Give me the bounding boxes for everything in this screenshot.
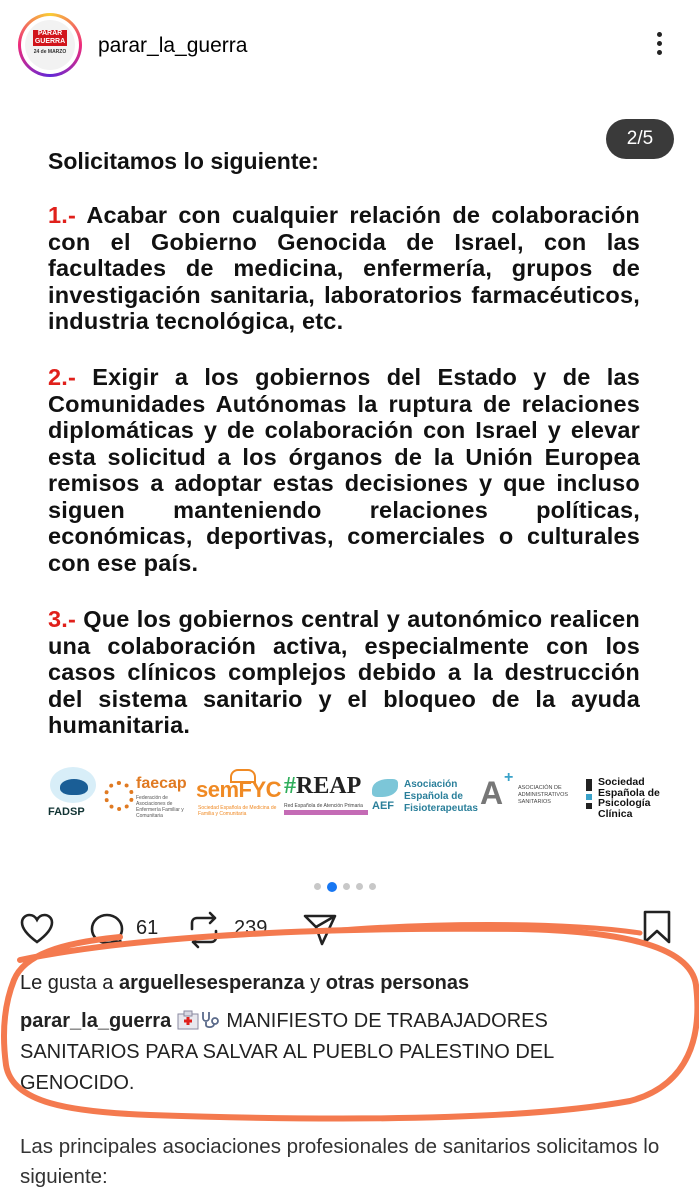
aef-label: AEF xyxy=(372,800,394,812)
faecap-label: faecap xyxy=(136,775,187,792)
carousel-dot-active xyxy=(327,882,337,892)
psicologia-label: Sociedad Española de Psicología Clínica xyxy=(598,776,660,820)
comment-icon[interactable] xyxy=(90,913,124,952)
post-heading: Solicitamos lo siguiente: xyxy=(48,148,319,174)
letter-a-icon: A xyxy=(480,775,504,811)
faecap-emblem xyxy=(104,781,134,811)
fadsp-emblem xyxy=(50,767,96,803)
reap-label: #REAP xyxy=(284,773,362,799)
reap-bar xyxy=(284,810,368,815)
post-caption xyxy=(20,1006,670,1099)
semfyc-label: semFYC xyxy=(196,777,282,802)
carousel-dot xyxy=(314,883,321,890)
username-link[interactable]: parar_la_guerra xyxy=(98,34,248,57)
request-item-3 xyxy=(48,606,640,739)
carousel-dot xyxy=(343,883,350,890)
reap-logo xyxy=(284,765,372,825)
carousel-dot xyxy=(356,883,363,890)
fadsp-logo xyxy=(48,765,100,825)
item-text: Que los gobiernos central y autonómico realicen una colaboración activa, especialmente con los casos clínicos complejos debido a la destrucción del sistema sanitario y el bloqueo de la ayuda humanitaria. xyxy=(48,606,640,738)
faecap-logo xyxy=(104,765,200,825)
association-logos xyxy=(48,765,658,825)
send-icon[interactable] xyxy=(302,913,338,952)
item-number: 3.- xyxy=(48,606,77,632)
request-item-1 xyxy=(48,202,640,335)
stethoscope-icon xyxy=(199,1009,221,1029)
bookmark-icon[interactable] xyxy=(642,909,672,950)
avatar-line-2: GUERRA xyxy=(34,38,66,45)
administrativos-label: ASOCIACIÓN DE ADMINISTRATIVOS SANITARIOS xyxy=(518,785,569,805)
repost-count: 239 xyxy=(234,917,268,939)
comment-count: 61 xyxy=(136,917,159,939)
avatar-line-1: PARAR xyxy=(37,30,63,37)
administrativos-logo xyxy=(480,765,584,825)
faecap-subtitle: Federación de Asociaciones de Enfermería Familiar y Comunitaria xyxy=(136,795,184,819)
item-text: Acabar con cualquier relación de colaboración con el Gobierno Genocida de Israel, con las facultades de medicina, enfermería, grupos de investigación sanitaria, laboratorios farmacéuticos, industria tecnológica, etc. xyxy=(48,202,640,334)
fadsp-label: FADSP xyxy=(48,806,85,818)
likes-summary: Le gusta a arguellesesperanza y otras personas xyxy=(20,972,470,994)
psicologia-logo xyxy=(586,765,660,825)
others-link[interactable]: otras personas xyxy=(325,972,470,994)
hospital-icon xyxy=(177,1009,199,1029)
item-number: 1.- xyxy=(48,202,77,228)
semfyc-logo xyxy=(196,765,288,825)
post-description: Las principales asociaciones profesionales de sanitarios solicitamos lo siguiente: xyxy=(20,1135,660,1188)
avatar-frame xyxy=(21,16,79,74)
heart-icon[interactable] xyxy=(20,913,54,950)
psicologia-emblem xyxy=(586,779,592,809)
item-number: 2.- xyxy=(48,364,77,390)
carousel-dot xyxy=(369,883,376,890)
dove-icon xyxy=(372,779,398,797)
carousel-counter: 2/5 xyxy=(606,119,674,159)
more-vertical-icon[interactable] xyxy=(652,32,666,60)
avatar-banner xyxy=(33,30,67,46)
avatar[interactable] xyxy=(18,13,82,77)
caption-username[interactable]: parar_la_guerra xyxy=(20,1010,172,1032)
liker-username[interactable]: arguellesesperanza xyxy=(118,972,305,994)
post-header xyxy=(0,0,699,96)
plus-icon: + xyxy=(504,769,514,786)
reap-subtitle: Red Española de Atención Primaria xyxy=(284,803,363,809)
avatar-subtext: 24 de MARZO xyxy=(33,49,67,55)
aef-logo xyxy=(372,765,482,825)
aef-fullname: Asociación Española de Fisioterapeutas xyxy=(404,779,478,814)
semfyc-subtitle: Sociedad Española de Medicina de Familia y Comunitaria xyxy=(198,805,277,817)
repost-icon[interactable] xyxy=(186,911,222,954)
carousel-dots xyxy=(314,878,382,888)
action-bar xyxy=(0,905,699,955)
request-item-2 xyxy=(48,364,640,576)
caption-text: MANIFIESTO DE TRABAJADORES SANITARIOS PARA SALVAR AL PUEBLO PALESTINO DEL GENOCIDO. xyxy=(20,1010,554,1094)
avatar-image xyxy=(25,20,75,70)
item-text: Exigir a los gobiernos del Estado y de las Comunidades Autónomas la ruptura de relaciones diplomáticas y de colaboración con Israel y elevar esta solicitud a los órganos de la Unión Europea remisos a adoptar estas decisiones y que incluso siguen manteniendo relaciones políticas, económicas, deportivas, comerciales o culturales con ese país. xyxy=(48,364,640,576)
